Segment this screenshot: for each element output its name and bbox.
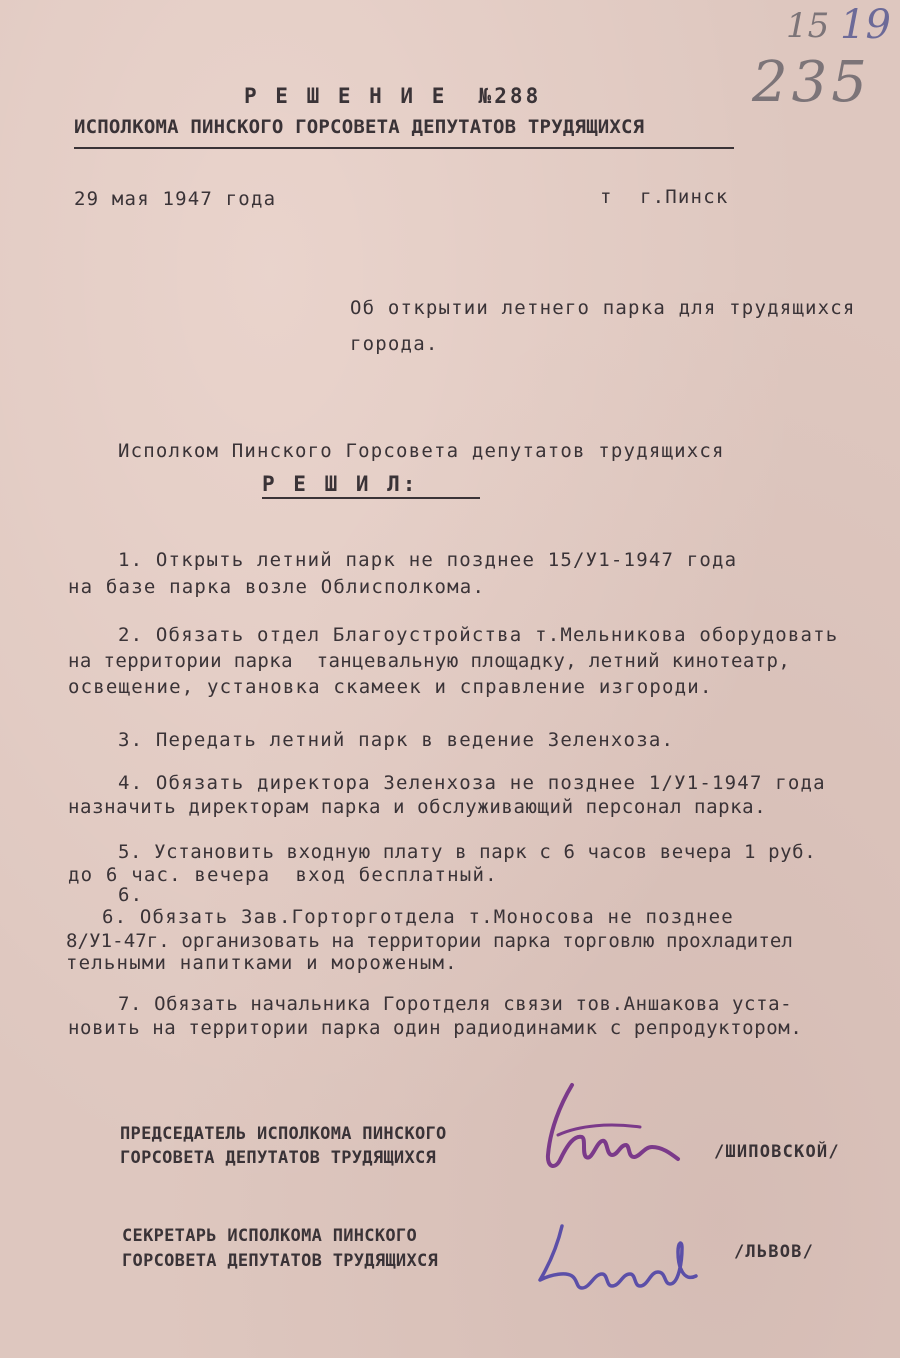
item-7-line-1: 7. Обязать начальника Горотделя связи тов.Аншакова уста-	[118, 993, 793, 1015]
secretary-name: /ЛЬВОВ/	[734, 1242, 815, 1262]
decided-underline	[262, 497, 480, 499]
item-1-line-2: на базе парка возле Облисполкома.	[68, 576, 486, 598]
item-1-line-1: 1. Открыть летний парк не позднее 15/У1-1947 года	[118, 549, 738, 571]
secretary-title-line-2: ГОРСОВЕТА ДЕПУТАТОВ ТРУДЯЩИХСЯ	[122, 1251, 439, 1271]
item-6-line-3: тельными напитками и мороженым.	[66, 952, 458, 974]
item-6-line-2: 8/У1-47г. организовать на территории парка торговлю прохладител	[66, 930, 793, 952]
item-3-line-1: 3. Передать летний парк в ведение Зеленхоза.	[118, 729, 675, 751]
archive-number-a: 15	[786, 6, 830, 46]
chair-title-line-2: ГОРСОВЕТА ДЕПУТАТОВ ТРУДЯЩИХСЯ	[120, 1148, 437, 1168]
preamble-line: Исполком Пинского Горсовета депутатов трудящихся	[118, 440, 725, 462]
item-5-line-2: до 6 час. вечера вход бесплатный.	[68, 864, 498, 886]
archive-number-b: 19	[840, 2, 891, 48]
decided-heading: Р Е Ш И Л:	[262, 472, 419, 496]
place-mark: т	[600, 186, 613, 208]
subject-line-1: Об открытии летнего парка для трудящихся	[350, 297, 856, 319]
item-2-line-3: освещение, установка скамеек и справление изгороди.	[68, 676, 713, 698]
item-2-line-1: 2. Обязать отдел Благоустройства т.Мельникова оборудовать	[118, 624, 839, 646]
subject-line-2: города.	[350, 333, 439, 355]
item-7-line-2: новить на территории парка один радиодинамик с репродуктором.	[68, 1017, 803, 1039]
item-6-stray-number: 6.	[118, 884, 144, 906]
item-4-line-2: назначить директорам парка и обслуживающий персонал парка.	[68, 796, 767, 818]
item-6-line-1: 6. Обязать Зав.Горторготдела т.Моносова не позднее	[102, 906, 734, 928]
archive-number-c: 235	[752, 50, 871, 115]
secretary-signature	[532, 1218, 712, 1308]
item-5-line-1: 5. Установить входную плату в парк с 6 часов вечера 1 руб.	[118, 841, 817, 863]
document-place: г.Пинск	[640, 186, 729, 208]
chair-title-line-1: ПРЕДСЕДАТЕЛЬ ИСПОЛКОМА ПИНСКОГО	[120, 1124, 447, 1144]
document-date: 29 мая 1947 года	[74, 188, 277, 210]
item-2-line-2: на территории парка танцевальную площадку, летний кинотеатр,	[68, 650, 791, 672]
chair-name: /ШИПОВСКОЙ/	[714, 1142, 840, 1162]
secretary-title-line-1: СЕКРЕТАРЬ ИСПОЛКОМА ПИНСКОГО	[122, 1226, 417, 1246]
issuer-underline	[74, 147, 734, 149]
item-4-line-1: 4. Обязать директора Зеленхоза не позднее 1/У1-1947 года	[118, 772, 826, 794]
document-issuer: ИСПОЛКОМА ПИНСКОГО ГОРСОВЕТА ДЕПУТАТОВ ТРУДЯЩИХСЯ	[74, 116, 645, 138]
chair-signature	[520, 1075, 690, 1185]
document-title: Р Е Ш Е Н И Е №288	[244, 84, 542, 108]
